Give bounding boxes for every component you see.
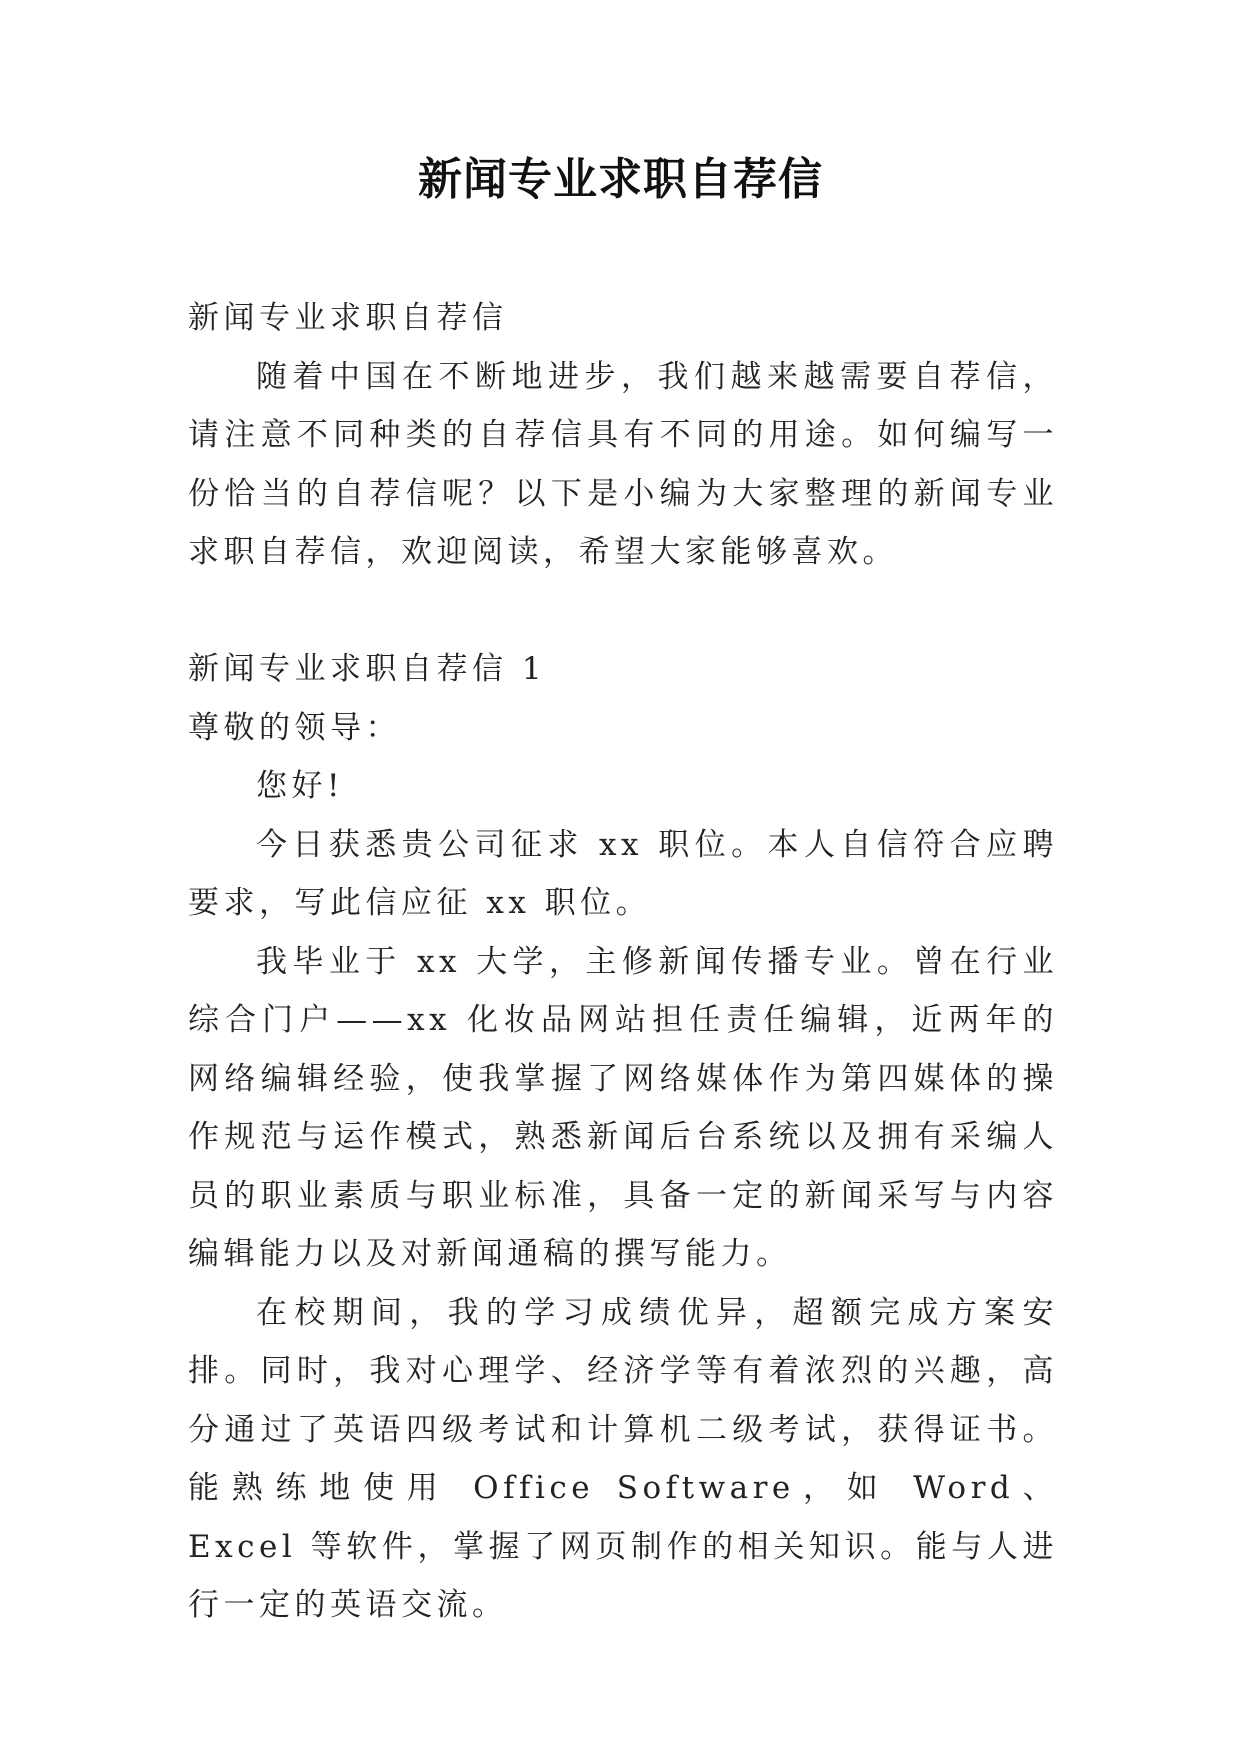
- document-title: 新闻专业求职自荐信: [418, 154, 823, 205]
- letter-greeting: 您好!: [256, 768, 344, 804]
- letter-salutation: 尊敬的领导：: [188, 709, 401, 746]
- paragraph-spacer: [188, 582, 1058, 641]
- letter-paragraph: 今日获悉贵公司征求 xx 职位。本人自信符合应聘要求，写此信应征 xx 职位。: [188, 826, 1058, 921]
- letter-heading: 新闻专业求职自荐信 1: [188, 651, 547, 687]
- intro-paragraph: 随着中国在不断地进步，我们越来越需要自荐信，请注意不同种类的自荐信具有不同的用途。如何编写一份恰当的自荐信呢？以下是小编为大家整理的新闻专业求职自荐信，欢迎阅读，希望大家能够喜欢。: [188, 358, 1058, 570]
- document-subtitle: 新闻专业求职自荐信: [188, 300, 508, 336]
- letter-paragraph: 在校期间，我的学习成绩优异，超额完成方案安排。同时，我对心理学、经济学等有着浓烈的兴趣，高分通过了英语四级考试和计算机二级考试，获得证书。能熟练地使用 Office Software，如 Word、Excel 等软件，掌握了网页制作的相关知识。能与人进行一定的英语交流。: [188, 1294, 1058, 1623]
- document-body: [188, 289, 1058, 1635]
- letter-paragraph: 我毕业于 xx 大学，主修新闻传播专业。曾在行业综合门户——xx 化妆品网站担任责任编辑，近两年的网络编辑经验，使我掌握了网络媒体作为第四媒体的操作规范与运作模式，熟悉新闻后台系统以及拥有采编人员的职业素质与职业标准，具备一定的新闻采写与内容编辑能力以及对新闻通稿的撰写能力。: [188, 943, 1058, 1272]
